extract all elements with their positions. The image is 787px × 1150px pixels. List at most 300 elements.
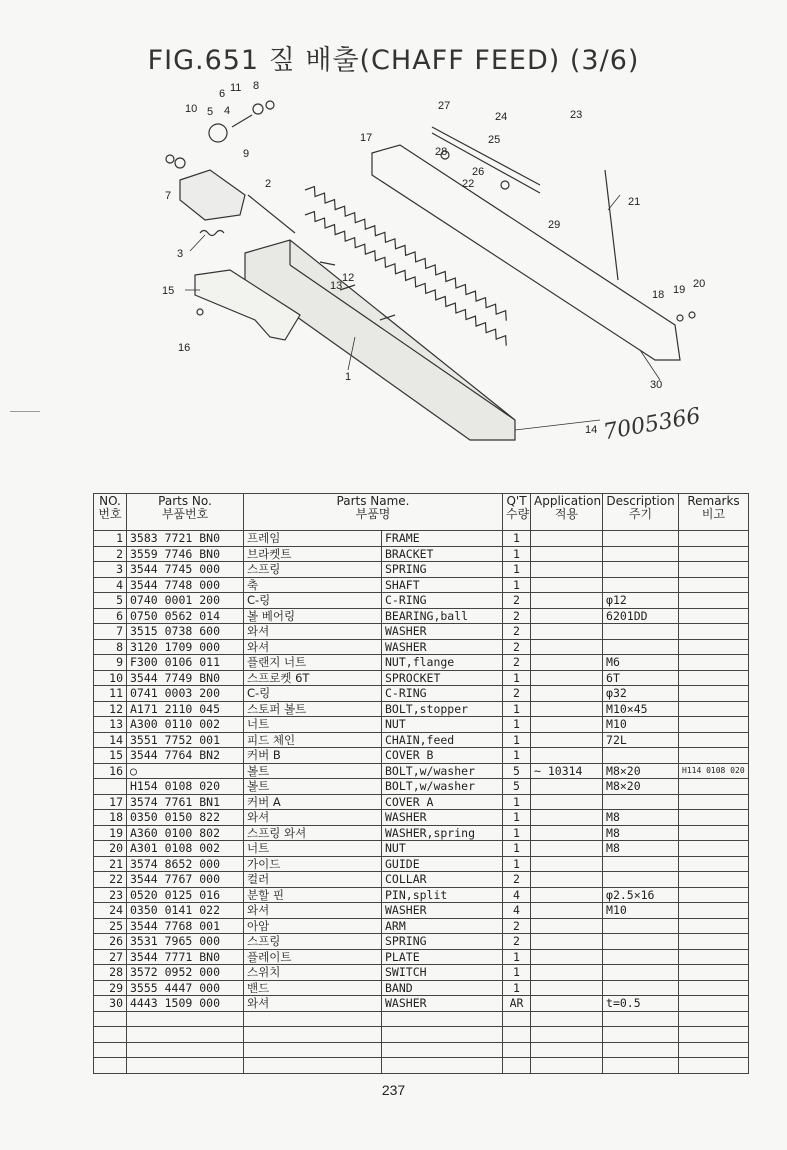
- cell-en: FRAME: [382, 531, 503, 547]
- parts-table-body: [94, 531, 749, 1074]
- cell-en: WASHER: [382, 996, 503, 1012]
- cell-qty: 2: [503, 608, 531, 624]
- cell-ko: 플랜지 너트: [244, 655, 382, 671]
- cell-rem: [679, 980, 749, 996]
- cell-part: 0520 0125 016: [127, 887, 244, 903]
- empty-cell: [382, 1058, 503, 1074]
- empty-cell: [503, 1058, 531, 1074]
- cell-no: 7: [94, 624, 127, 640]
- table-row: [94, 531, 749, 547]
- table-row: [94, 593, 749, 609]
- cell-en: BEARING,ball: [382, 608, 503, 624]
- cell-no: 1: [94, 531, 127, 547]
- callout-3: 3: [177, 248, 184, 260]
- cell-desc: [603, 639, 679, 655]
- cell-en: COVER A: [382, 794, 503, 810]
- cell-app: [531, 577, 603, 593]
- cell-en: BOLT,stopper: [382, 701, 503, 717]
- empty-cell: [382, 1027, 503, 1043]
- table-row: [94, 701, 749, 717]
- cell-en: COLLAR: [382, 872, 503, 888]
- cell-ko: 와셔: [244, 639, 382, 655]
- empty-cell: [94, 1042, 127, 1058]
- cell-rem: [679, 686, 749, 702]
- cell-desc: M10×45: [603, 701, 679, 717]
- empty-cell: [94, 1027, 127, 1043]
- cell-ko: 스토퍼 볼트: [244, 701, 382, 717]
- cell-no: 9: [94, 655, 127, 671]
- cell-app: [531, 887, 603, 903]
- cell-rem: [679, 996, 749, 1012]
- callout-8: 8: [253, 80, 260, 92]
- cell-en: SHAFT: [382, 577, 503, 593]
- cell-rem: [679, 546, 749, 562]
- cell-qty: 5: [503, 779, 531, 795]
- table-row: [94, 934, 749, 950]
- cell-part: 3120 1709 000: [127, 639, 244, 655]
- cell-part: ○: [127, 763, 244, 779]
- callout-14: 14: [585, 424, 598, 436]
- empty-cell: [94, 1058, 127, 1074]
- cell-qty: 1: [503, 717, 531, 733]
- cell-desc: [603, 856, 679, 872]
- cell-rem: [679, 810, 749, 826]
- cell-no: 29: [94, 980, 127, 996]
- cell-qty: 1: [503, 825, 531, 841]
- cell-en: SPROCKET: [382, 670, 503, 686]
- callout-16: 16: [178, 342, 191, 354]
- table-row: [94, 980, 749, 996]
- empty-cell: [531, 1042, 603, 1058]
- table-row: [94, 562, 749, 578]
- cell-app: [531, 872, 603, 888]
- empty-cell: [244, 1042, 382, 1058]
- empty-cell: [603, 1058, 679, 1074]
- cell-app: [531, 980, 603, 996]
- cell-no: 19: [94, 825, 127, 841]
- cell-desc: φ2.5×16: [603, 887, 679, 903]
- cell-rem: [679, 779, 749, 795]
- cell-part: A300 0110 002: [127, 717, 244, 733]
- cell-ko: 플레이트: [244, 949, 382, 965]
- empty-cell: [679, 1042, 749, 1058]
- table-row: [94, 965, 749, 981]
- cell-part: 3544 7768 001: [127, 918, 244, 934]
- cell-part: A301 0108 002: [127, 841, 244, 857]
- cell-desc: [603, 531, 679, 547]
- cell-en: WASHER: [382, 810, 503, 826]
- callout-4: 4: [224, 105, 231, 117]
- cell-no: 18: [94, 810, 127, 826]
- cell-rem: [679, 887, 749, 903]
- cell-no: 30: [94, 996, 127, 1012]
- blank-row: [94, 1027, 749, 1043]
- cell-qty: 2: [503, 639, 531, 655]
- cell-part: 3551 7752 001: [127, 732, 244, 748]
- callout-13: 13: [330, 280, 343, 292]
- cell-app: [531, 918, 603, 934]
- cell-ko: 브라켓트: [244, 546, 382, 562]
- cell-rem: [679, 562, 749, 578]
- cell-rem: [679, 531, 749, 547]
- cell-desc: [603, 748, 679, 764]
- cell-qty: AR: [503, 996, 531, 1012]
- table-row: [94, 546, 749, 562]
- cell-rem: [679, 593, 749, 609]
- cell-desc: [603, 872, 679, 888]
- callout-23: 23: [570, 109, 583, 121]
- cell-qty: 2: [503, 934, 531, 950]
- figure-title: FIG.651 짚 배출(CHAFF FEED) (3/6): [147, 45, 640, 76]
- table-row: [94, 608, 749, 624]
- page-number: 237: [381, 1082, 406, 1098]
- cell-app: [531, 949, 603, 965]
- table-row: [94, 763, 749, 779]
- cell-no: 2: [94, 546, 127, 562]
- cell-ko: 축: [244, 577, 382, 593]
- cell-ko: C-링: [244, 686, 382, 702]
- cell-rem: [679, 748, 749, 764]
- cell-qty: 1: [503, 546, 531, 562]
- cell-qty: 1: [503, 794, 531, 810]
- callout-24: 24: [495, 111, 508, 123]
- table-row: [94, 903, 749, 919]
- cell-part: 3531 7965 000: [127, 934, 244, 950]
- empty-cell: [679, 1011, 749, 1027]
- cell-en: BOLT,w/washer: [382, 763, 503, 779]
- cell-ko: 밴드: [244, 980, 382, 996]
- cell-app: [531, 608, 603, 624]
- cell-app: [531, 779, 603, 795]
- table-row: [94, 996, 749, 1012]
- cell-desc: M8: [603, 810, 679, 826]
- cell-no: 20: [94, 841, 127, 857]
- cell-qty: 2: [503, 624, 531, 640]
- cell-part: F300 0106 011: [127, 655, 244, 671]
- cell-app: ~ 10314: [531, 763, 603, 779]
- cell-qty: 2: [503, 655, 531, 671]
- callout-10: 10: [185, 103, 198, 115]
- cell-no: [94, 779, 127, 795]
- cell-rem: [679, 732, 749, 748]
- cell-desc: M10: [603, 717, 679, 733]
- header-parts-no: Parts No. 부품번호: [127, 494, 244, 531]
- empty-cell: [503, 1011, 531, 1027]
- callout-6: 6: [219, 88, 226, 100]
- cell-app: [531, 825, 603, 841]
- cell-part: 3574 7761 BN1: [127, 794, 244, 810]
- cell-part: 3572 0952 000: [127, 965, 244, 981]
- cell-en: BOLT,w/washer: [382, 779, 503, 795]
- cell-qty: 2: [503, 872, 531, 888]
- callout-1: 1: [345, 371, 352, 383]
- cell-part: A171 2110 045: [127, 701, 244, 717]
- cell-rem: [679, 903, 749, 919]
- blank-row: [94, 1058, 749, 1074]
- cell-en: ARM: [382, 918, 503, 934]
- cell-ko: 프레임: [244, 531, 382, 547]
- table-row: [94, 856, 749, 872]
- cell-rem: [679, 717, 749, 733]
- empty-cell: [127, 1027, 244, 1043]
- cell-qty: 1: [503, 562, 531, 578]
- table-header-row: [94, 494, 749, 531]
- cell-no: 21: [94, 856, 127, 872]
- cell-rem: [679, 624, 749, 640]
- cell-rem: H114 0108 020: [679, 763, 749, 779]
- callout-5: 5: [207, 106, 214, 118]
- cell-ko: C-링: [244, 593, 382, 609]
- callout-25: 25: [488, 134, 501, 146]
- cell-ko: 가이드: [244, 856, 382, 872]
- cell-no: 26: [94, 934, 127, 950]
- cell-ko: 볼트: [244, 779, 382, 795]
- cell-qty: 2: [503, 593, 531, 609]
- cell-desc: M6: [603, 655, 679, 671]
- cell-qty: 1: [503, 949, 531, 965]
- cell-rem: [679, 841, 749, 857]
- cell-ko: 아암: [244, 918, 382, 934]
- empty-cell: [382, 1011, 503, 1027]
- margin-mark: [10, 411, 40, 412]
- cell-part: 3574 8652 000: [127, 856, 244, 872]
- cell-desc: t=0.5: [603, 996, 679, 1012]
- cell-ko: 분할 핀: [244, 887, 382, 903]
- empty-cell: [127, 1042, 244, 1058]
- cell-rem: [679, 918, 749, 934]
- empty-cell: [244, 1058, 382, 1074]
- table-row: [94, 655, 749, 671]
- cell-desc: 6T: [603, 670, 679, 686]
- cell-qty: 1: [503, 841, 531, 857]
- header-remarks: Remarks 비고: [679, 494, 749, 531]
- cell-en: SWITCH: [382, 965, 503, 981]
- cell-desc: M10: [603, 903, 679, 919]
- empty-cell: [603, 1011, 679, 1027]
- cell-part: 0750 0562 014: [127, 608, 244, 624]
- callout-21: 21: [628, 196, 641, 208]
- cell-part: 3544 7745 000: [127, 562, 244, 578]
- cell-part: 0741 0003 200: [127, 686, 244, 702]
- cell-no: 28: [94, 965, 127, 981]
- callout-27: 27: [438, 100, 451, 112]
- cell-desc: [603, 546, 679, 562]
- empty-cell: [531, 1027, 603, 1043]
- cell-app: [531, 856, 603, 872]
- cell-en: WASHER: [382, 903, 503, 919]
- cell-app: [531, 903, 603, 919]
- cell-ko: 스프링: [244, 934, 382, 950]
- cell-app: [531, 965, 603, 981]
- cell-en: WASHER: [382, 639, 503, 655]
- header-application: Application 적용: [531, 494, 603, 531]
- cell-part: H154 0108 020: [127, 779, 244, 795]
- cell-no: 5: [94, 593, 127, 609]
- table-row: [94, 686, 749, 702]
- callout-19: 19: [673, 284, 686, 296]
- cell-en: NUT: [382, 717, 503, 733]
- table-row: [94, 825, 749, 841]
- cell-part: 0740 0001 200: [127, 593, 244, 609]
- cell-no: 22: [94, 872, 127, 888]
- cell-rem: [679, 856, 749, 872]
- empty-cell: [94, 1011, 127, 1027]
- cell-part: 0350 0150 822: [127, 810, 244, 826]
- cell-app: [531, 593, 603, 609]
- cell-desc: φ32: [603, 686, 679, 702]
- cell-qty: 1: [503, 701, 531, 717]
- cell-no: 12: [94, 701, 127, 717]
- cell-qty: 4: [503, 887, 531, 903]
- cell-app: [531, 639, 603, 655]
- cell-en: CHAIN,feed: [382, 732, 503, 748]
- cell-rem: [679, 655, 749, 671]
- cell-ko: 와셔: [244, 624, 382, 640]
- cell-no: 16: [94, 763, 127, 779]
- cell-ko: 너트: [244, 841, 382, 857]
- table-row: [94, 748, 749, 764]
- cell-rem: [679, 825, 749, 841]
- cell-no: 14: [94, 732, 127, 748]
- cell-app: [531, 655, 603, 671]
- cell-desc: M8: [603, 825, 679, 841]
- cell-rem: [679, 872, 749, 888]
- empty-cell: [382, 1042, 503, 1058]
- cell-part: 0350 0141 022: [127, 903, 244, 919]
- cell-ko: 와셔: [244, 996, 382, 1012]
- cell-desc: M8: [603, 841, 679, 857]
- cell-en: NUT,flange: [382, 655, 503, 671]
- callout-11: 11: [230, 82, 242, 94]
- callout-2: 2: [265, 178, 272, 190]
- cell-en: WASHER,spring: [382, 825, 503, 841]
- cell-desc: [603, 562, 679, 578]
- cell-ko: 와셔: [244, 810, 382, 826]
- cell-qty: 2: [503, 686, 531, 702]
- cell-ko: 볼트: [244, 763, 382, 779]
- header-parts-name: Parts Name. 부품명: [244, 494, 503, 531]
- cell-en: PLATE: [382, 949, 503, 965]
- cell-ko: 커버 A: [244, 794, 382, 810]
- cell-rem: [679, 639, 749, 655]
- cell-rem: [679, 794, 749, 810]
- cell-desc: 72L: [603, 732, 679, 748]
- cell-en: COVER B: [382, 748, 503, 764]
- cell-rem: [679, 701, 749, 717]
- cell-rem: [679, 949, 749, 965]
- cell-no: 10: [94, 670, 127, 686]
- cell-desc: M8×20: [603, 763, 679, 779]
- empty-cell: [503, 1027, 531, 1043]
- cell-part: 3544 7771 BN0: [127, 949, 244, 965]
- cell-en: PIN,split: [382, 887, 503, 903]
- cell-app: [531, 670, 603, 686]
- cell-no: 3: [94, 562, 127, 578]
- cell-qty: 2: [503, 918, 531, 934]
- callout-30: 30: [650, 379, 663, 391]
- cell-app: [531, 624, 603, 640]
- cell-qty: 1: [503, 810, 531, 826]
- header-no: NO. 번호: [94, 494, 127, 531]
- cell-part: 3544 7748 000: [127, 577, 244, 593]
- callout-22: 22: [462, 178, 475, 190]
- cell-app: [531, 717, 603, 733]
- cell-app: [531, 531, 603, 547]
- cell-qty: 1: [503, 856, 531, 872]
- cell-qty: 1: [503, 748, 531, 764]
- cell-app: [531, 732, 603, 748]
- cell-no: 6: [94, 608, 127, 624]
- header-qty: Q'T 수량: [503, 494, 531, 531]
- cell-desc: [603, 794, 679, 810]
- cell-no: 25: [94, 918, 127, 934]
- cell-no: 4: [94, 577, 127, 593]
- blank-row: [94, 1042, 749, 1058]
- cell-desc: M8×20: [603, 779, 679, 795]
- callout-7: 7: [165, 190, 172, 202]
- cell-app: [531, 934, 603, 950]
- cell-rem: [679, 577, 749, 593]
- cell-qty: 1: [503, 965, 531, 981]
- cell-qty: 1: [503, 531, 531, 547]
- cell-desc: [603, 918, 679, 934]
- cell-qty: 1: [503, 980, 531, 996]
- empty-cell: [679, 1058, 749, 1074]
- spring: [200, 231, 224, 236]
- empty-cell: [531, 1011, 603, 1027]
- table-row: [94, 717, 749, 733]
- cell-part: A360 0100 802: [127, 825, 244, 841]
- cell-app: [531, 701, 603, 717]
- table-row: [94, 639, 749, 655]
- cell-desc: [603, 934, 679, 950]
- cell-desc: 6201DD: [603, 608, 679, 624]
- table-row: [94, 624, 749, 640]
- cell-en: WASHER: [382, 624, 503, 640]
- cell-rem: [679, 670, 749, 686]
- cell-desc: [603, 577, 679, 593]
- cell-en: C-RING: [382, 686, 503, 702]
- empty-cell: [244, 1027, 382, 1043]
- cell-no: 13: [94, 717, 127, 733]
- cell-qty: 1: [503, 732, 531, 748]
- cell-part: 4443 1509 000: [127, 996, 244, 1012]
- cell-part: 3555 4447 000: [127, 980, 244, 996]
- cell-qty: 5: [503, 763, 531, 779]
- cell-ko: 컬러: [244, 872, 382, 888]
- table-row: [94, 841, 749, 857]
- cell-desc: [603, 980, 679, 996]
- table-row: [94, 918, 749, 934]
- header-description: Description 주기: [603, 494, 679, 531]
- cell-en: BAND: [382, 980, 503, 996]
- callout-18: 18: [652, 289, 665, 301]
- cell-ko: 볼 베어링: [244, 608, 382, 624]
- cell-en: NUT: [382, 841, 503, 857]
- cell-en: SPRING: [382, 934, 503, 950]
- cell-no: 11: [94, 686, 127, 702]
- empty-cell: [603, 1027, 679, 1043]
- cell-app: [531, 794, 603, 810]
- cell-ko: 스위치: [244, 965, 382, 981]
- cell-part: 3544 7764 BN2: [127, 748, 244, 764]
- bracket-outline: [180, 170, 245, 220]
- table-row: [94, 732, 749, 748]
- table-row: [94, 779, 749, 795]
- cell-ko: 커버 B: [244, 748, 382, 764]
- cell-ko: 너트: [244, 717, 382, 733]
- cell-en: BRACKET: [382, 546, 503, 562]
